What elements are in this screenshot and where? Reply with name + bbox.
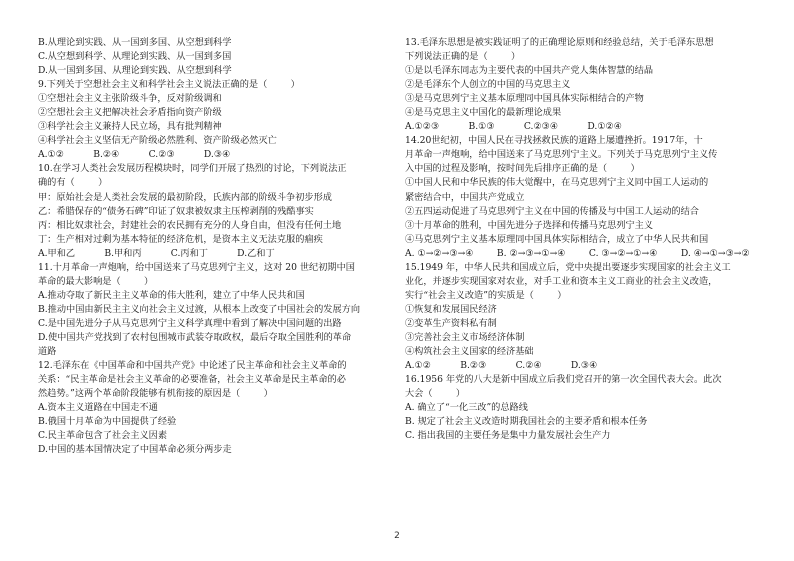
text-line: 关系：“民主革命是社会主义革命的必要准备，社会主义革命是民主革命的必 [38,374,346,386]
text-line: 业化，并逐步实现国家对农业，对手工业和资本主义工商业的社会主义改造， [405,275,718,287]
left-column [38,36,378,457]
text-line: 大会（ ） [405,388,466,400]
text-line: A.甲和乙 B.甲和丙 C.丙和丁 D.乙和丁 [38,247,275,259]
text-line: C.民主革命包含了社会主义因素 [38,430,168,442]
text-line: 革命的最大影响是（ ） [38,275,154,287]
text-line: 11.十月革命一声炮响，给中国送来了马克思列宁主义，这对 20 世纪初期中国 [38,261,355,273]
text-line: ①是以毛泽东同志为主要代表的中国共产党人集体智慧的结晶 [405,65,654,77]
text-line: ②空想社会主义把解决社会矛盾指向资产阶级 [38,107,222,119]
text-line: ①空想社会主义主张阶级斗争，反对阶级调和 [38,93,222,105]
text-line: 14.20世纪初，中国人民在寻找拯救民族的道路上屡遭挫折。1917年，十 [405,135,703,147]
text-line: C.是中国先进分子从马克思列宁主义科学真理中看到了解决中国问题的出路 [38,317,342,329]
text-line: A. 确立了“一化三改”的总路线 [405,402,528,414]
text-line: ③十月革命的胜利，中国先进分子选择和传播马克思列宁主义 [405,219,654,231]
text-line: ②变革生产资料私有制 [405,317,497,329]
text-line: 16.1956 年党的八大是新中国成立后我们党召开的第一次全国代表大会。此次 [405,374,722,386]
text-line: 丙：相比奴隶社会，封建社会的农民拥有充分的人身自由，但没有任何土地 [38,219,342,231]
text-line: 12.毛泽东在《中国革命和中国共产党》中论述了民主革命和社会主义革命的 [38,360,347,372]
text-line: ③科学社会主义兼持人民立场，具有批判精神 [38,121,222,133]
text-line: 实行“社会主义改造”的实质是（ ） [405,289,567,301]
text-line: 15.1949 年，中华人民共和国成立后，党中央提出要逐步实现国家的社会主义工 [405,261,731,273]
text-line: D.使中国共产党找到了农村包围城市武装夺取政权，最后夺取全国胜利的革命 [38,331,352,343]
text-line: ③是马克思列宁主义基本原理同中国具体实际相结合的产物 [405,93,644,105]
text-line: B.俄国十月革命为中国提供了经验 [38,416,177,428]
text-line: 入中国的过程及影响，按时间先后排序正确的是（ ） [405,163,640,175]
text-line: ④科学社会主义坚信无产阶级必然胜利、资产阶级必然灭亡 [38,135,277,147]
text-line: 然趋势。”这两个革命阶段能够有机衔接的原因是（ ） [38,388,273,400]
text-line: 9.下列关于空想社会主义和科学社会主义说法正确的是（ ） [38,79,300,91]
text-line: B.推动中国由新民主主义向社会主义过渡，从根本上改变了中国社会的发展方向 [38,303,361,315]
text-line: ②是毛泽东个人创立的中国的马克思主义 [405,79,571,91]
text-line: A.①② B.②③ C.②④ D.③④ [405,360,598,372]
text-line: 乙：希腊保存的“债务石碑”印证了奴隶被奴隶主压榨剥削的残酷事实 [38,205,314,217]
text-line: 甲：原始社会是人类社会发展的最初阶段，氏族内部的阶级斗争初步形成 [38,191,332,203]
text-line: D.从一国到多国、从理论到实践、从空想到科学 [38,65,232,77]
text-line: 10.在学习人类社会发展历程模块时，同学们开展了热烈的讨论，下列说法正 [38,163,347,175]
text-line: ④是马克思主义中国化的最新理论成果 [405,107,562,119]
text-line: 确的有（ ） [38,177,108,189]
page-number: 2 [394,531,400,541]
text-line: D.中国的基本国情决定了中国革命必须分两步走 [38,444,232,456]
text-line: ④构筑社会主义国家的经济基础 [405,346,534,358]
text-line: 道路 [38,346,57,358]
text-line: C. 指出我国的主要任务是集中力量发展社会生产力 [405,430,611,442]
text-line: 13.毛泽东思想是被实践证明了的正确理论原则和经验总结，关于毛泽东思想 [405,37,714,48]
text-line: A. ①→②→③→④ B. ②→③→①→④ C. ③→②→①→④ D. ④→①→③→② [405,247,750,259]
text-line: 丁：生产相对过剩为基本特征的经济危机，是资本主义无法克服的痼疾 [38,233,323,245]
text-line: 月革命一声炮响，给中国送来了马克思列宁主义。下列关于马克思列宁主义传 [405,149,718,161]
text-line: ④马克思列宁主义基本原理同中国具体实际相结合，成立了中华人民共和国 [405,233,709,245]
text-line: ①中国人民和中华民族的伟大觉醒中，在马克思列宁主义同中国工人运动的 [405,177,709,189]
text-line: A.资本主义道路在中国走不通 [38,402,158,414]
right-column [405,36,757,443]
text-line: ②五四运动促进了马克思列宁主义在中国的传播及与中国工人运动的结合 [405,205,699,217]
text-line: ①恢复和发展国民经济 [405,303,497,315]
text-line: C.从空想到科学、从理论到实践、从一国到多国 [38,51,232,63]
text-line: ③完善社会主义市场经济体制 [405,331,525,343]
text-line: A.①② B.②④ C.②③ D.③④ [38,149,231,161]
text-line: A.①②③ B.①③ C.②③④ D.①②④ [405,121,623,133]
text-line: 紧密结合中，中国共产党成立 [405,191,525,203]
text-line: A.推动夺取了新民主主义革命的伟大胜利，建立了中华人民共和国 [38,289,305,301]
text-line: B.从理论到实践、从一国到多国、从空想到科学 [38,37,232,48]
text-line: B. 规定了社会主义改造时期我国社会的主要矛盾和根本任务 [405,416,648,428]
text-line: 下列说法正确的是（ ） [405,51,521,63]
